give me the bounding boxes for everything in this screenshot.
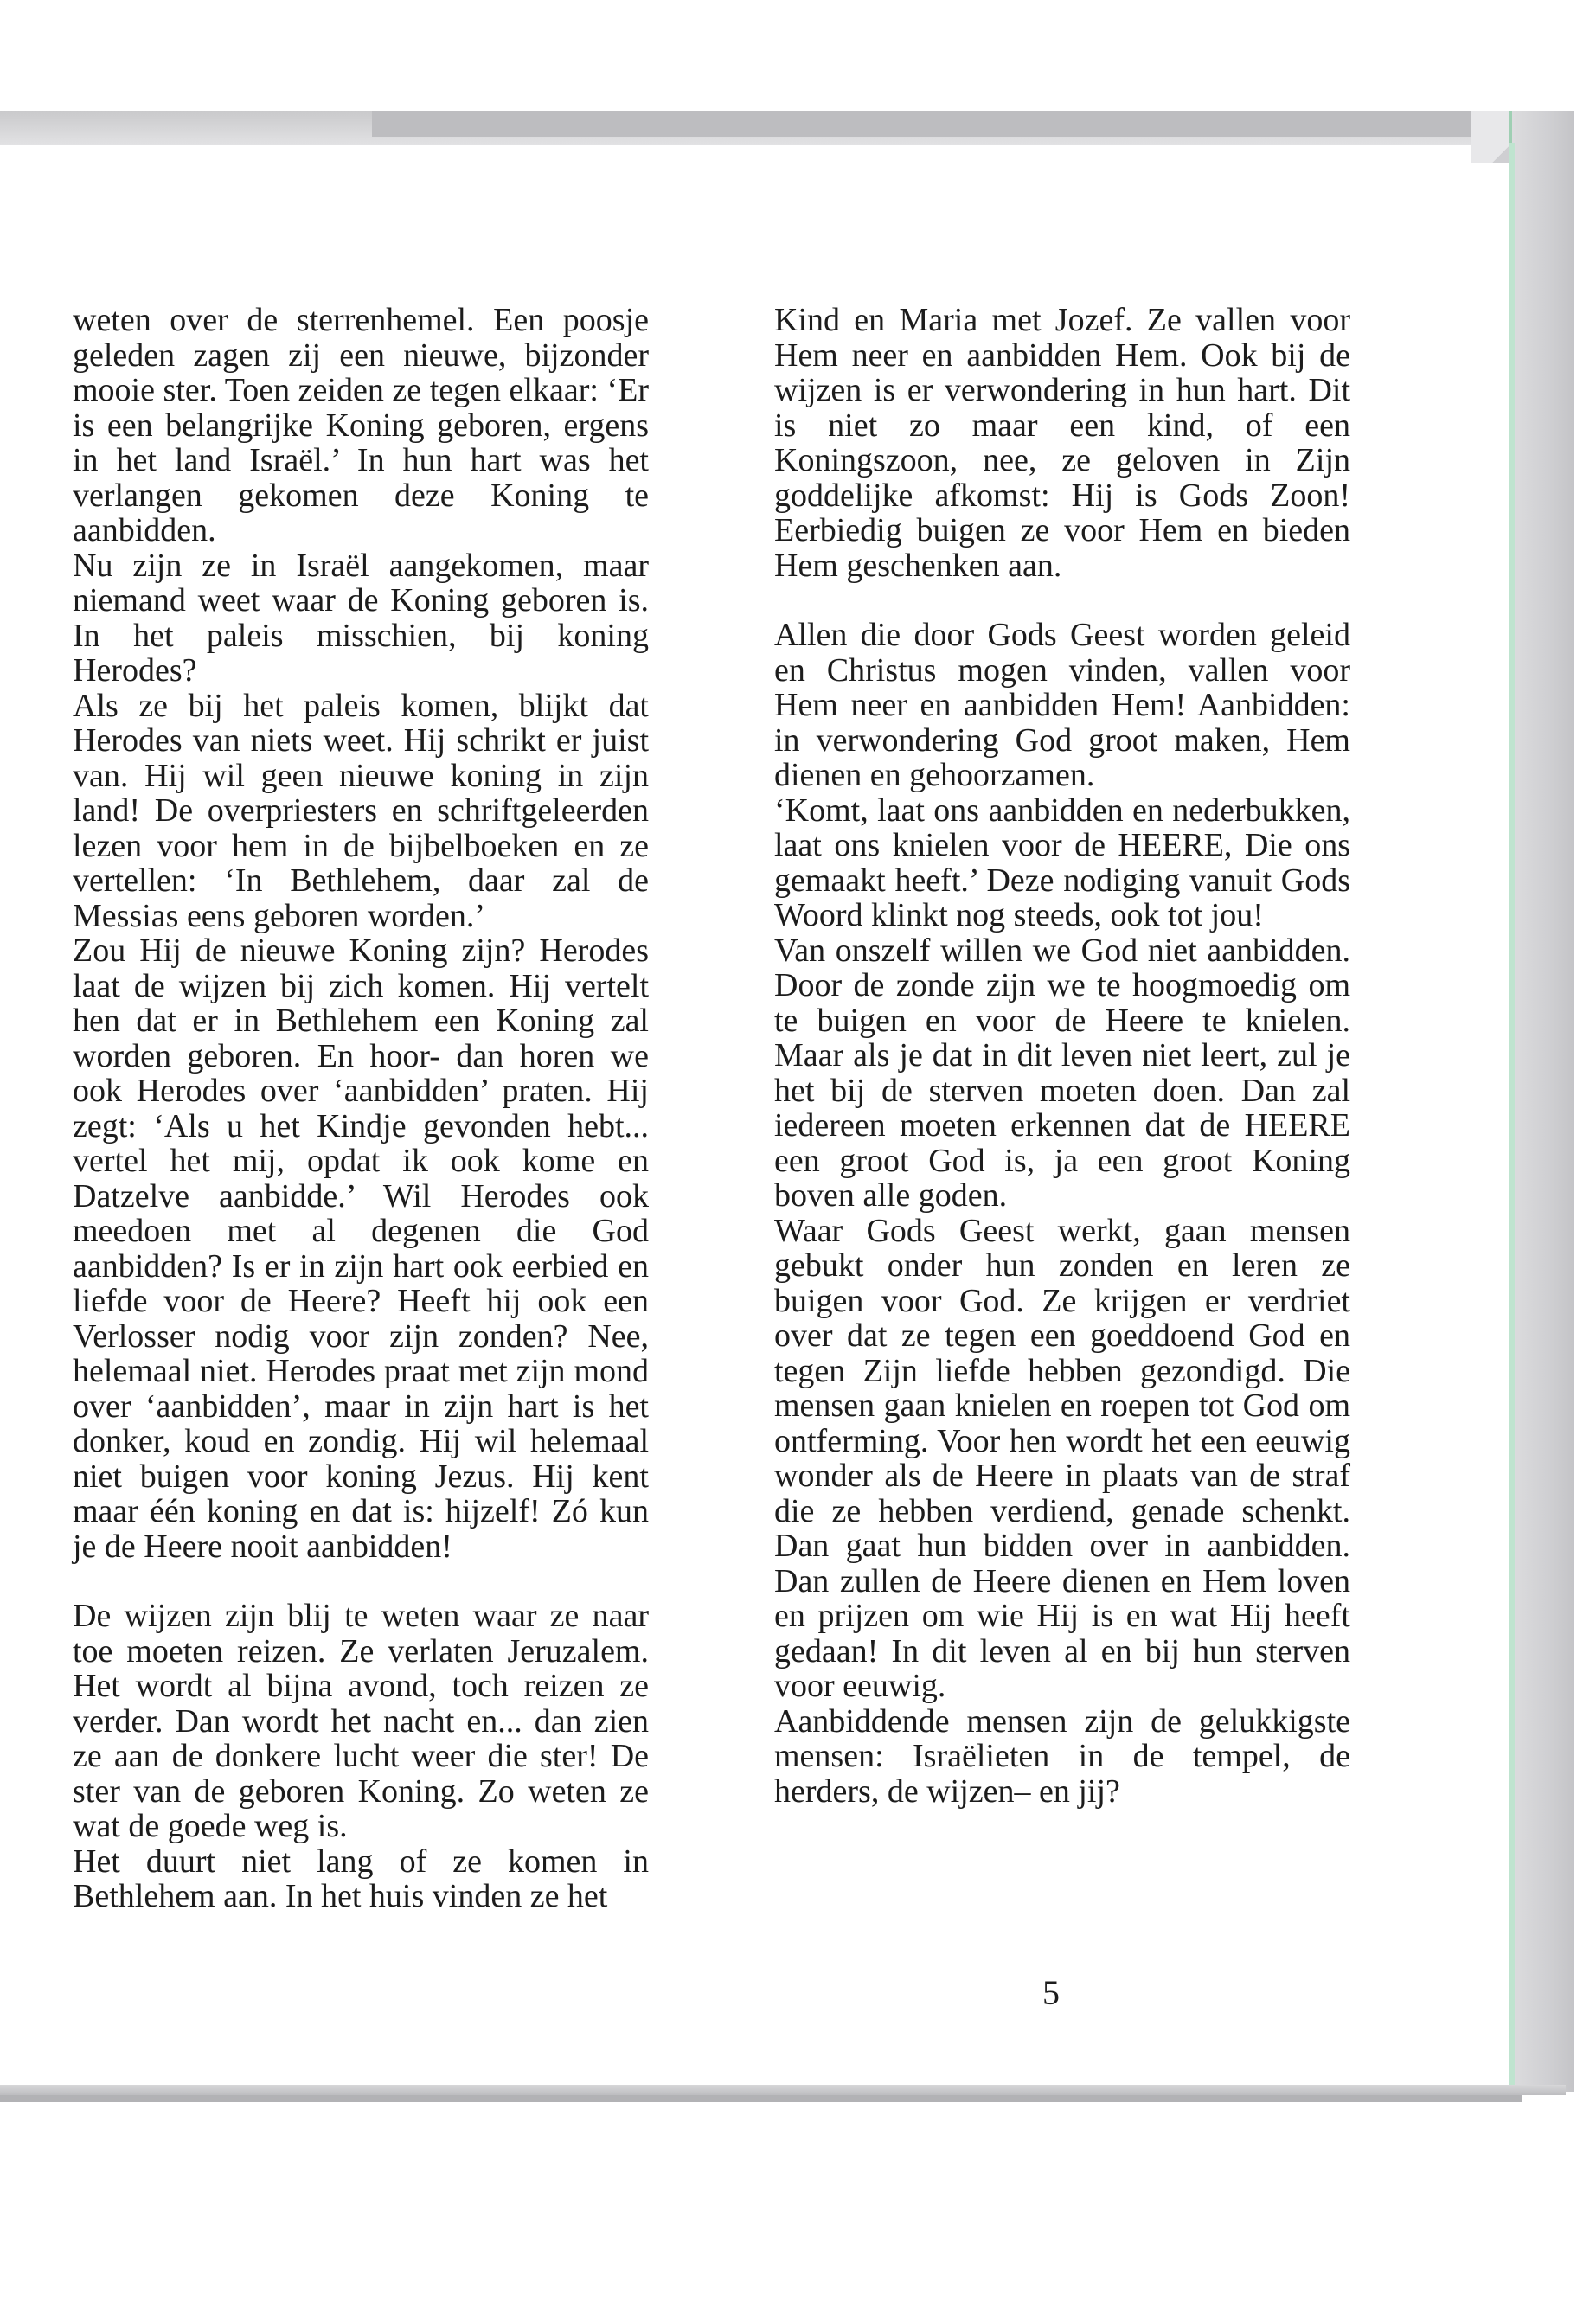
paragraph: Zou Hij de nieuwe Koning zijn? Herodes laat de wijzen bij zich komen. Hij vertelt hen dat er in Bethlehem een Koning zal worden geboren. En hoor- dan horen we ook Herodes over ‘aanbidden’ praten. Hij zegt: ‘Als u het Kindje gevonden hebt... vertel het mij, opdat ik ook kome en Datzelve aanbidde.’ Wil Herodes ook meedoen met al degenen die God aanbidden? Is er in zijn hart ook eerbied en liefde voor de Heere? Heeft hij ook een Verlosser nodig voor zijn zonden? Nee, helemaal niet. Herodes praat met zijn mond over ‘aanbidden’, maar in zijn hart is het donker, koud en zondig. Hij wil helemaal niet buigen voor koning Jezus. Hij kent maar één koning en dat is: hijzelf! Zó kun je de Heere nooit aanbidden! xyxy=(73,933,649,1565)
bottom-page-edge-shadow xyxy=(0,2095,1522,2102)
paragraph: De wijzen zijn blij te weten waar ze naar toe moeten reizen. Ze verlaten Jeruzalem. Het wordt al bijna avond, toch reizen ze verder. Dan wordt het nacht en... dan zien ze aan de donkere lucht weer die ster! De ster van de geboren Koning. Zo weten ze wat de goede weg is. xyxy=(73,1598,649,1844)
paragraph: Het duurt niet lang of ze komen in Bethlehem aan. In het huis vinden ze het xyxy=(73,1843,649,1914)
paragraph: weten over de sterrenhemel. Een poosje geleden zagen zij een nieuwe, bijzonder mooie ster. Toen zeiden ze tegen elkaar: ‘Er is een belangrijke Koning geboren, ergens in het land Israël.’ In hun hart was het verlangen gekomen deze Koning te aanbidden. xyxy=(73,302,649,548)
paragraph: Waar Gods Geest werkt, gaan mensen gebukt onder hun zonden en leren ze buigen voor God. Ze krijgen er verdriet over dat ze tegen een goeddoend God en tegen Zijn liefde hebben gezondigd. Die mensen gaan knielen en roepen tot God om ontferming. Voor hen wordt het een eeuwig wonder als de Heere in plaats van de straf die ze hebben verdiend, genade schenkt. Dan gaat hun bidden over in aanbidden. Dan zullen de Heere dienen en Hem loven en prijzen om wie Hij is en wat Hij heeft gedaan! In dit leven al en bij hun sterven voor eeuwig. xyxy=(774,1212,1350,1704)
page-number: 5 xyxy=(1042,1973,1060,2012)
right-text-column xyxy=(774,303,1350,1809)
paragraph: Aanbiddende mensen zijn de gelukkigste mensen: Israëlieten in de tempel, de herders, de wijzen– en jij? xyxy=(774,1702,1350,1810)
top-page-edge-shadow xyxy=(372,111,1566,137)
paragraph: Allen die door Gods Geest worden geleid en Christus mogen vinden, vallen voor Hem neer en aanbidden Hem! Aanbidden: in verwondering God groot maken, Hem dienen en gehoorzamen. xyxy=(774,617,1350,793)
paragraph: Van onszelf willen we God niet aanbidden. Door de zonde zijn we te hoogmoedig om te buigen en voor de Heere te knielen. Maar als je dat in dit leven niet leert, zul je het bij de sterven moeten doen. Dan zal iedereen moeten erkennen dat de HEERE een groot God is, ja een groot Koning boven alle goden. xyxy=(774,932,1350,1214)
book-cover-edge xyxy=(1509,111,1574,2092)
book-cover-inner-edge xyxy=(1509,143,1515,2089)
paragraph: Kind en Maria met Jozef. Ze vallen voor Hem neer en aanbidden Hem. Ook bij de wijzen is er verwondering in hun hart. Dit is niet zo maar een kind, of een Koningszoon, nee, ze geloven in Zijn goddelijke afkomst: Hij is Gods Zoon! Eerbiedig buigen ze voor Hem en bieden Hem geschenken aan. xyxy=(774,302,1350,584)
paragraph: Als ze bij het paleis komen, blijkt dat Herodes van niets weet. Hij schrikt er juist van. Hij wil geen nieuwe koning in zijn land! De overpriesters en schriftgeleerden lezen voor hem in de bijbelboeken en ze vertellen: ‘In Bethlehem, daar zal de Messias eens geboren worden.’ xyxy=(73,687,649,934)
paragraph: ‘Komt, laat ons aanbidden en nederbukken, laat ons knielen voor de HEERE, Die ons gemaakt heeft.’ Deze nodiging vanuit Gods Woord klinkt nog steeds, ook tot jou! xyxy=(774,792,1350,933)
paragraph: Nu zijn ze in Israël aangekomen, maar niemand weet waar de Koning geboren is. In het paleis misschien, bij koning Herodes? xyxy=(73,547,649,689)
left-text-column xyxy=(73,303,649,1914)
bottom-page-edge xyxy=(0,2085,1566,2095)
